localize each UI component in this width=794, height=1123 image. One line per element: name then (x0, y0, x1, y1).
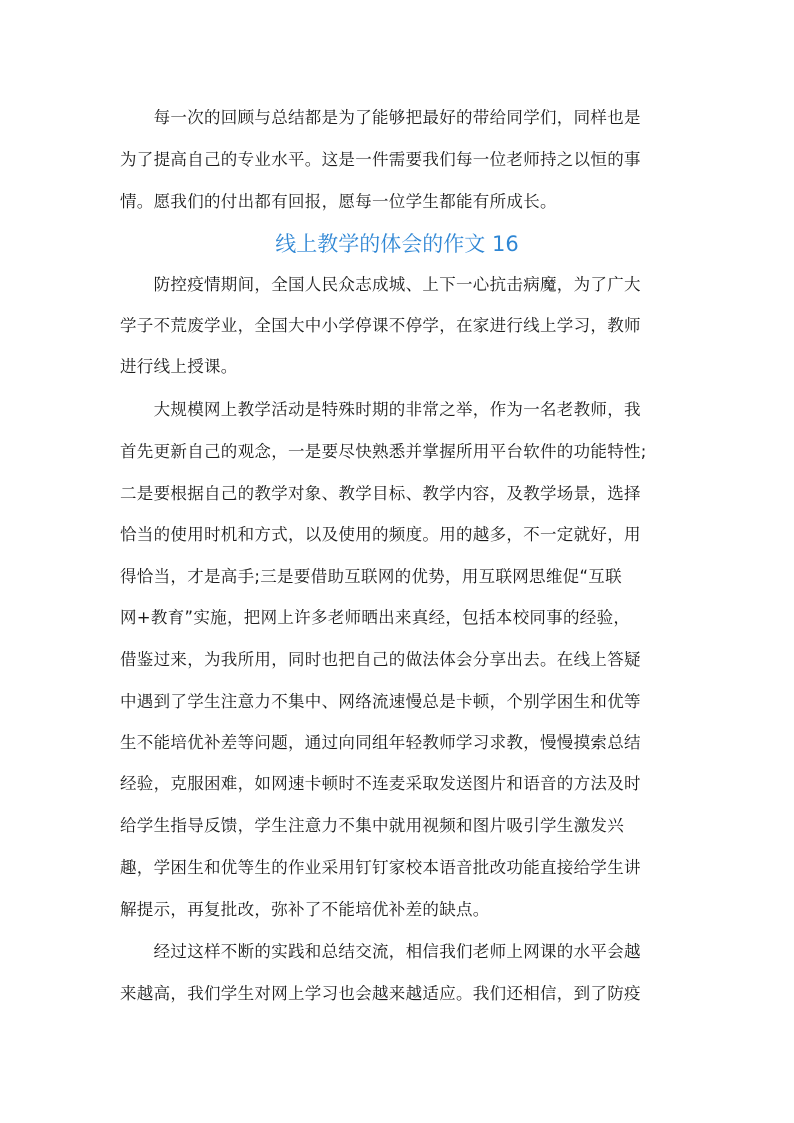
text-line: 防控疫情期间，全国人民众志成城、上下一心抗击病魔，为了广大 (120, 275, 641, 294)
text-line: 学子不荒废学业，全国大中小学停课不停学，在家进行线上学习，教师 (120, 316, 641, 335)
text-line: 生不能培优补差等问题，通过向同组年轻教师学习求教，慢慢摸索总结 (120, 733, 641, 752)
text-line: 二是要根据自己的教学对象、教学目标、教学内容，及教学场景，选择 (120, 484, 641, 503)
text-line: 恰当的使用时机和方式，以及使用的频度。用的越多，不一定就好，用 (120, 525, 641, 544)
text-line: 得恰当，才是高手;三是要借助互联网的优势，用互联网思维促“互联 (120, 567, 622, 586)
text-line: 借鉴过来，为我所用，同时也把自己的做法体会分享出去。在线上答疑 (120, 650, 641, 669)
text-line: 趣，学困生和优等生的作业采用钉钉家校本语音批改功能直接给学生讲 (120, 858, 641, 877)
text-line: 解提示，再复批改，弥补了不能培优补差的缺点。 (120, 900, 490, 919)
text-line: 为了提高自己的专业水平。这是一件需要我们每一位老师持之以恒的事 (120, 150, 641, 169)
text-line: 首先更新自己的观念，一是要尽快熟悉并掌握所用平台软件的功能特性; (120, 442, 647, 461)
text-line: 网+教育”实施，把网上许多老师晒出来真经，包括本校同事的经验， (120, 608, 631, 627)
text-line: 经验，克服困难，如网速卡顿时不连麦采取发送图片和语音的方法及时 (120, 774, 641, 793)
text-line: 情。愿我们的付出都有回报，愿每一位学生都能有所成长。 (120, 192, 557, 211)
section-title: 线上教学的体会的作文 16 (275, 232, 519, 256)
text-line: 来越高，我们学生对网上学习也会越来越适应。我们还相信，到了防疫 (120, 984, 641, 1003)
text-line: 进行线上授课。 (120, 357, 238, 376)
text-line: 经过这样不断的实践和总结交流，相信我们老师上网课的水平会越 (120, 942, 641, 961)
text-line: 中遇到了学生注意力不集中、网络流速慢总是卡顿，个别学困生和优等 (120, 692, 641, 711)
text-line: 大规模网上教学活动是特殊时期的非常之举，作为一名老教师，我 (120, 400, 641, 419)
text-line: 每一次的回顾与总结都是为了能够把最好的带给同学们，同样也是 (120, 108, 641, 127)
text-line: 给学生指导反馈，学生注意力不集中就用视频和图片吸引学生激发兴 (120, 816, 624, 835)
